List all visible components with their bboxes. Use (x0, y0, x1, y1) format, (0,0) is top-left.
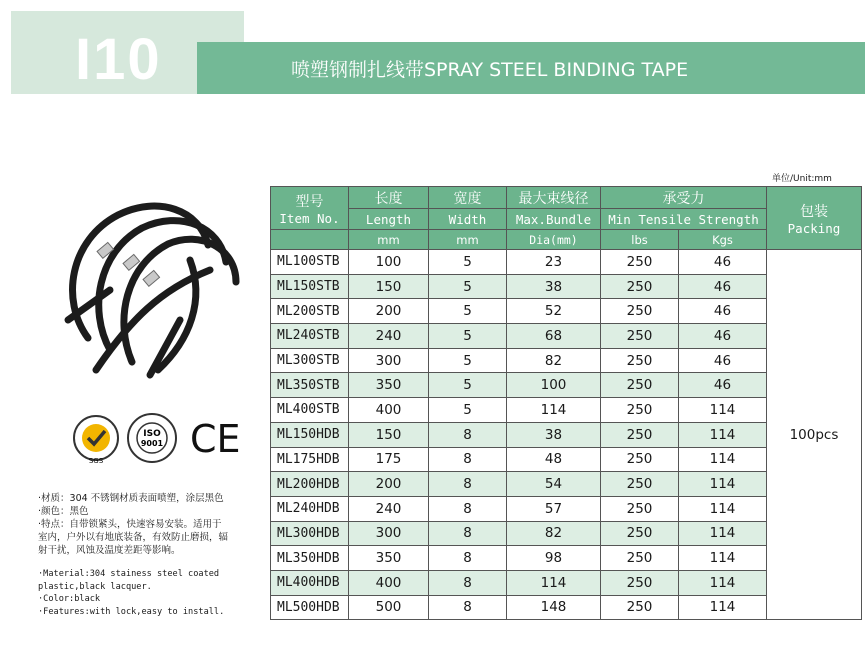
cell-width: 8 (429, 521, 507, 546)
header-length-en: Length (349, 209, 429, 230)
cell-length: 240 (349, 324, 429, 349)
cell-max-bundle-dia: 114 (507, 570, 601, 595)
header-width-unit: mm (429, 230, 507, 250)
header-width-cn: 宽度 (429, 187, 507, 209)
description-chinese (38, 492, 254, 557)
cell-width: 5 (429, 348, 507, 373)
cell-length: 500 (349, 595, 429, 620)
cell-tensile-lbs: 250 (601, 422, 679, 447)
header-tensile-kgs: Kgs (679, 230, 767, 250)
description-english (38, 568, 254, 618)
cell-length: 175 (349, 447, 429, 472)
cell-item: ML150HDB (271, 422, 349, 447)
cell-max-bundle-dia: 68 (507, 324, 601, 349)
desc-cn-line: ·材质：304 不锈钢材质表面喷塑，涂层黑色 (38, 493, 224, 504)
title-bar (197, 42, 865, 94)
cell-max-bundle-dia: 114 (507, 398, 601, 423)
cell-max-bundle-dia: 52 (507, 299, 601, 324)
cell-max-bundle-dia: 82 (507, 348, 601, 373)
cell-tensile-kgs: 114 (679, 472, 767, 497)
cell-item: ML150STB (271, 274, 349, 299)
header-bundle-cn: 最大束线径 (507, 187, 601, 209)
cell-max-bundle-dia: 57 (507, 496, 601, 521)
cell-width: 8 (429, 546, 507, 571)
cell-tensile-kgs: 114 (679, 496, 767, 521)
header-packing (767, 187, 862, 250)
cell-item: ML240HDB (271, 496, 349, 521)
cell-length: 100 (349, 250, 429, 275)
table-row (271, 250, 862, 275)
ce-label: CE (190, 417, 241, 461)
cell-max-bundle-dia: 38 (507, 274, 601, 299)
cell-width: 8 (429, 422, 507, 447)
cell-width: 5 (429, 324, 507, 349)
desc-en-line: ·Material:304 stainess steel coated (38, 569, 220, 579)
cell-tensile-lbs: 250 (601, 250, 679, 275)
cell-item: ML240STB (271, 324, 349, 349)
cell-length: 400 (349, 398, 429, 423)
product-code: I10 (75, 27, 162, 92)
header-tensile-en: Min Tensile Strength (601, 209, 767, 230)
cell-width: 8 (429, 472, 507, 497)
spec-table (270, 186, 862, 620)
cell-tensile-lbs: 250 (601, 472, 679, 497)
cell-item: ML350HDB (271, 546, 349, 571)
cell-tensile-lbs: 250 (601, 595, 679, 620)
cell-max-bundle-dia: 38 (507, 422, 601, 447)
cell-tensile-lbs: 250 (601, 274, 679, 299)
header-width-en: Width (429, 209, 507, 230)
header-tensile-cn: 承受力 (601, 187, 767, 209)
desc-en-line: ·Features:with lock,easy to install. (38, 606, 225, 617)
cell-tensile-kgs: 114 (679, 398, 767, 423)
iso-number: 9001 (140, 439, 164, 448)
cell-max-bundle-dia: 54 (507, 472, 601, 497)
cell-item: ML300STB (271, 348, 349, 373)
desc-cn-line: ·特点：自带锁紧头，快速容易安装。适用于 (38, 519, 222, 530)
header-bundle-en: Max.Bundle (507, 209, 601, 230)
iso-label: ISO (143, 429, 161, 439)
desc-cn-line: 射干扰，风蚀及温度差距等影响。 (38, 545, 181, 556)
cell-width: 5 (429, 398, 507, 423)
cell-width: 8 (429, 570, 507, 595)
cell-tensile-lbs: 250 (601, 299, 679, 324)
cell-item: ML500HDB (271, 595, 349, 620)
cell-item: ML200STB (271, 299, 349, 324)
header-length-unit: mm (349, 230, 429, 250)
header-tensile-lbs: lbs (601, 230, 679, 250)
certification-logos (72, 408, 241, 468)
cell-tensile-kgs: 46 (679, 299, 767, 324)
header-item-en: Item No. (279, 210, 340, 226)
cell-length: 350 (349, 546, 429, 571)
cell-width: 8 (429, 496, 507, 521)
cell-item: ML350STB (271, 373, 349, 398)
cell-item: ML100STB (271, 250, 349, 275)
cell-tensile-kgs: 46 (679, 348, 767, 373)
cell-length: 350 (349, 373, 429, 398)
desc-en-line: ·Color:black (38, 594, 101, 604)
cell-width: 5 (429, 373, 507, 398)
cell-tensile-lbs: 250 (601, 546, 679, 571)
cell-max-bundle-dia: 100 (507, 373, 601, 398)
sgs-logo (74, 416, 118, 465)
cell-item: ML200HDB (271, 472, 349, 497)
cell-tensile-lbs: 250 (601, 570, 679, 595)
cell-tensile-kgs: 114 (679, 422, 767, 447)
header-item-cn: 型号 (295, 193, 324, 210)
cell-width: 5 (429, 299, 507, 324)
cell-tensile-kgs: 46 (679, 373, 767, 398)
cell-item: ML400HDB (271, 570, 349, 595)
cell-width: 5 (429, 274, 507, 299)
product-image (40, 170, 240, 390)
cell-tensile-lbs: 250 (601, 348, 679, 373)
cell-tensile-kgs: 46 (679, 250, 767, 275)
header-packing-cn: 包装 (800, 203, 828, 220)
header-item (271, 187, 349, 230)
cell-width: 5 (429, 250, 507, 275)
cell-tensile-lbs: 250 (601, 324, 679, 349)
cell-length: 150 (349, 422, 429, 447)
header-length-cn: 长度 (349, 187, 429, 209)
cell-tensile-kgs: 114 (679, 447, 767, 472)
cell-packing: 100pcs (767, 250, 862, 620)
cell-length: 300 (349, 348, 429, 373)
cell-width: 8 (429, 595, 507, 620)
cell-tensile-lbs: 250 (601, 373, 679, 398)
cell-length: 200 (349, 472, 429, 497)
cell-length: 300 (349, 521, 429, 546)
header-item-blank (271, 230, 349, 250)
cell-tensile-lbs: 250 (601, 447, 679, 472)
cell-item: ML400STB (271, 398, 349, 423)
desc-cn-line: 室内，户外以有地底装备，有效防止磨损，辐 (38, 532, 229, 543)
cell-max-bundle-dia: 148 (507, 595, 601, 620)
cell-tensile-lbs: 250 (601, 398, 679, 423)
cell-item: ML300HDB (271, 521, 349, 546)
cell-tensile-kgs: 114 (679, 546, 767, 571)
cell-tensile-kgs: 114 (679, 570, 767, 595)
cell-tensile-lbs: 250 (601, 496, 679, 521)
cell-tensile-kgs: 46 (679, 274, 767, 299)
cell-max-bundle-dia: 23 (507, 250, 601, 275)
cell-length: 400 (349, 570, 429, 595)
ce-mark (190, 417, 241, 461)
header-bundle-unit: Dia(mm) (507, 230, 601, 250)
sgs-label: SGS (88, 457, 104, 465)
cell-length: 200 (349, 299, 429, 324)
cell-width: 8 (429, 447, 507, 472)
cell-item: ML175HDB (271, 447, 349, 472)
page-title: 喷塑钢制扎线带SPRAY STEEL BINDING TAPE (291, 59, 689, 81)
iso-9001-logo (128, 414, 176, 462)
cell-max-bundle-dia: 48 (507, 447, 601, 472)
cell-length: 150 (349, 274, 429, 299)
desc-en-line: plastic,black lacquer. (38, 581, 152, 592)
cell-max-bundle-dia: 82 (507, 521, 601, 546)
cell-tensile-kgs: 114 (679, 595, 767, 620)
cell-max-bundle-dia: 98 (507, 546, 601, 571)
cell-tensile-lbs: 250 (601, 521, 679, 546)
cell-tensile-kgs: 46 (679, 324, 767, 349)
desc-cn-line: ·颜色：黑色 (38, 506, 89, 517)
cell-tensile-kgs: 114 (679, 521, 767, 546)
header-packing-en: Packing (787, 220, 841, 236)
cell-length: 240 (349, 496, 429, 521)
unit-note: 单位/Unit:mm (772, 174, 832, 184)
